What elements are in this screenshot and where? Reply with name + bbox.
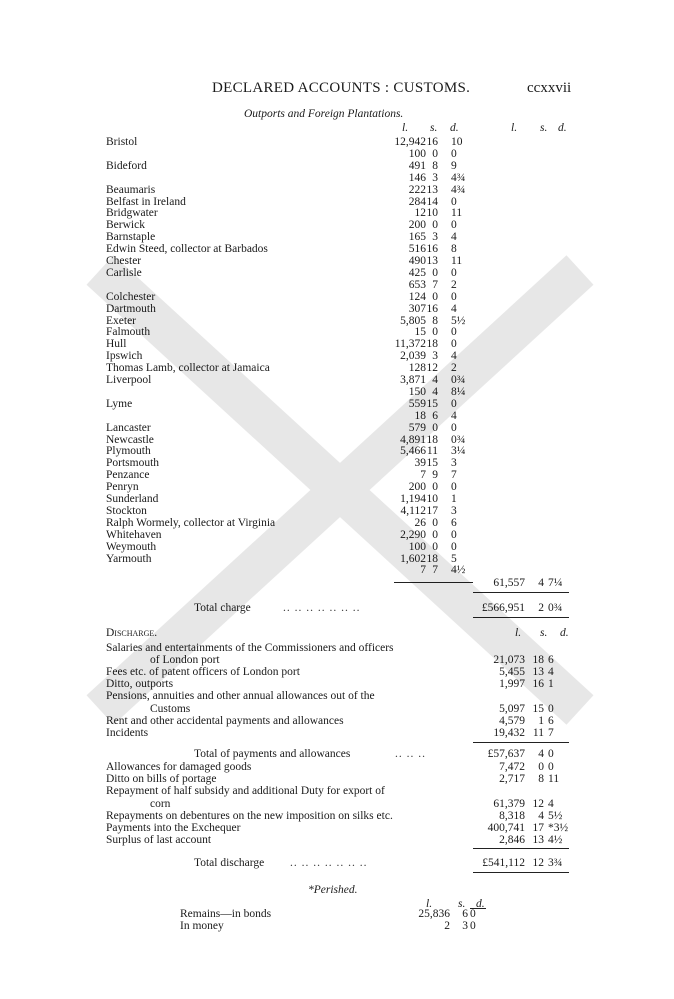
row-label: Customs: [150, 702, 191, 715]
amount-d: 9: [451, 159, 457, 172]
col-head-s-discharge: s.: [540, 627, 548, 639]
amount-s: 18: [426, 433, 438, 446]
amount-s: 4: [538, 577, 544, 589]
amount-l: £57,637: [487, 748, 525, 760]
total-discharge-rule-top: [473, 848, 569, 849]
row-label: Pensions, annuities and other annual allowances out of the: [106, 690, 375, 703]
amount-d: 11: [548, 773, 560, 786]
amount-l: 2,717: [499, 773, 525, 786]
amount-d: 4: [451, 409, 457, 422]
amount-s: 16: [426, 136, 438, 148]
amount-s: 12: [532, 797, 544, 810]
col-head-l-total: l.: [511, 122, 518, 134]
row-label: Penzance: [106, 469, 150, 482]
amount-d: 4: [548, 666, 554, 679]
amount-d: 3¼: [451, 445, 466, 458]
col-head-s: s.: [430, 122, 438, 134]
col-head-s-remains: s.: [458, 898, 466, 910]
row-label: Fees etc. of patent officers of London port: [106, 666, 300, 679]
amount-d: 2: [451, 362, 457, 375]
row-label: Barnstaple: [106, 231, 156, 244]
amount-s: 1: [538, 714, 544, 727]
amount-s: 7: [432, 278, 438, 291]
amount-d: 7: [548, 726, 554, 739]
amount-s: 6: [462, 908, 468, 920]
row-label: Plymouth: [106, 445, 151, 458]
amount-l: 2,846: [499, 834, 525, 847]
row-label: Hull: [106, 338, 127, 351]
amount-l: 5,805: [400, 314, 426, 327]
row-label: Berwick: [106, 219, 145, 232]
section-title: Outports and Foreign Plantations.: [244, 108, 404, 120]
row-label: Yarmouth: [106, 552, 152, 565]
amount-d: 1: [548, 678, 554, 691]
row-label: Payments into the Exchequer: [106, 822, 241, 834]
col-head-d-remains: d.: [476, 898, 485, 910]
row-label: of London port: [150, 654, 220, 667]
amount-l: 150: [408, 385, 426, 398]
amount-l: 2: [444, 920, 450, 932]
leader-dots: .. .. ..: [395, 748, 426, 760]
amount-s: 17: [426, 504, 438, 517]
amount-d: 4: [451, 350, 457, 363]
row-label: Bideford: [106, 159, 147, 172]
amount-s: 0: [432, 528, 438, 541]
amount-d: 0: [451, 266, 457, 279]
amount-s: 0: [538, 761, 544, 773]
amount-l: 653: [408, 278, 426, 291]
amount-d: 6: [548, 714, 554, 727]
amount-l: 425: [408, 266, 426, 279]
amount-s: 0: [432, 540, 438, 553]
amount-d: 8¼: [451, 385, 466, 398]
amount-s: 18: [426, 338, 438, 351]
amount-d: 11: [451, 207, 463, 220]
amount-s: 18: [532, 654, 544, 667]
total-discharge-rule-bottom: [473, 872, 569, 873]
amount-d: 0: [451, 290, 457, 303]
amount-l: 15: [414, 326, 426, 339]
amount-s: 8: [538, 773, 544, 786]
row-label: Repayments on debentures on the new imposition on silks etc.: [106, 809, 393, 822]
amount-l: 579: [408, 421, 426, 434]
amount-d: 3¾: [548, 857, 563, 869]
amount-s: 0: [432, 481, 438, 494]
amount-s: 15: [426, 397, 438, 410]
amount-s: 10: [426, 493, 438, 505]
total-discharge-label: Total discharge: [194, 857, 265, 869]
amount-d: 1: [451, 493, 457, 505]
amount-d: 0: [451, 338, 457, 351]
row-label: Whitehaven: [106, 528, 162, 541]
amount-s: 8: [432, 159, 438, 172]
row-label: Liverpool: [106, 374, 152, 386]
row-label: Bristol: [106, 136, 138, 148]
amount-l: 5,097: [499, 702, 525, 715]
amount-s: 11: [426, 445, 438, 458]
amount-d: 0¾: [451, 433, 466, 446]
row-label: Weymouth: [106, 540, 157, 553]
amount-d: 8: [451, 243, 457, 256]
amount-l: 26: [414, 516, 426, 529]
amount-s: 14: [426, 195, 438, 208]
amount-l: 200: [408, 481, 426, 494]
amount-l: 491: [408, 159, 426, 172]
amount-d: 0: [548, 748, 554, 760]
amount-s: 0: [432, 516, 438, 529]
row-label: Lancaster: [106, 421, 151, 434]
col-head-s-total: s.: [540, 122, 548, 134]
row-label: Edwin Steed, collector at Barbados: [106, 243, 268, 256]
amount-s: 4: [538, 748, 544, 760]
amount-l: 4,579: [499, 714, 525, 727]
row-label: Belfast in Ireland: [106, 195, 186, 208]
amount-s: 0: [432, 421, 438, 434]
row-label: In money: [180, 920, 224, 932]
amount-l: 25,836: [418, 908, 450, 920]
amount-l: 3,871: [400, 374, 426, 386]
amount-s: 16: [532, 678, 544, 691]
amount-l: 8,318: [499, 809, 525, 822]
amount-d: 4¾: [451, 183, 466, 196]
amount-d: 0: [451, 147, 457, 160]
leader-dots: .. .. .. .. .. .. ..: [283, 602, 361, 614]
row-label: Incidents: [106, 726, 149, 739]
amount-s: 13: [532, 666, 544, 679]
amount-l: 200: [408, 219, 426, 232]
page-header-title: DECLARED ACCOUNTS : CUSTOMS.: [212, 80, 471, 96]
leader-dots: .. .. .. .. .. .. ..: [290, 857, 368, 869]
row-label: Repayment of half subsidy and additional Duty for export of: [106, 785, 385, 798]
amount-d: 6: [548, 654, 554, 667]
row-label: Portsmouth: [106, 457, 160, 470]
amount-d: 6: [451, 516, 457, 529]
row-label: Stockton: [106, 504, 147, 517]
amount-l: 5,466: [400, 445, 426, 458]
amount-s: 7: [432, 564, 438, 577]
amount-l: 1,997: [499, 678, 525, 691]
col-head-l-remains: l.: [426, 898, 433, 910]
amount-d: 0: [470, 920, 476, 932]
amount-d: 0: [451, 481, 457, 494]
amount-l: 4,112: [400, 504, 426, 517]
amount-l: 100: [408, 540, 426, 553]
amount-l: 1,194: [400, 493, 426, 505]
amount-l: 284: [408, 195, 426, 208]
amount-d: 5½: [451, 314, 466, 327]
amount-d: 4: [548, 797, 554, 810]
row-label: corn: [150, 797, 171, 810]
amount-s: 11: [532, 726, 544, 739]
row-label: Ditto, outports: [106, 678, 174, 691]
amount-l: 100: [408, 147, 426, 160]
amount-s: 13: [532, 834, 544, 847]
amount-l: 307: [408, 302, 426, 315]
amount-d: 0: [451, 540, 457, 553]
amount-l: 1,602: [400, 552, 426, 565]
amount-s: 15: [426, 457, 438, 470]
amount-l: 18: [414, 409, 426, 422]
amount-l: 4,891: [400, 433, 426, 446]
amount-d: 5: [451, 552, 457, 565]
amount-d: 7¼: [548, 577, 563, 589]
amount-s: 0: [432, 219, 438, 232]
amount-l: 7: [420, 469, 426, 482]
amount-d: 11: [451, 255, 463, 267]
amount-d: 0: [451, 421, 457, 434]
amount-l: 61,379: [493, 797, 525, 810]
amount-d: 0: [548, 761, 554, 773]
amount-s: 2: [538, 602, 544, 614]
amount-s: 4: [432, 385, 438, 398]
amount-l: 19,432: [493, 726, 525, 739]
amount-d: 5½: [548, 809, 563, 822]
amount-d: 7: [451, 469, 457, 482]
amount-s: 4: [432, 374, 438, 386]
amount-l: 2,039: [400, 350, 426, 363]
amount-d: 0: [548, 702, 554, 715]
amount-l: 7,472: [499, 761, 525, 773]
row-label: Chester: [106, 255, 142, 267]
amount-s: 12: [426, 362, 438, 375]
row-label: Penryn: [106, 481, 139, 494]
amount-l: 128: [408, 362, 426, 375]
col-head-l: l.: [402, 122, 409, 134]
row-label: Ralph Wormely, collector at Virginia: [106, 516, 276, 529]
amount-l: 124: [408, 290, 426, 303]
amount-l: 146: [408, 171, 426, 184]
amount-d: 0: [470, 908, 476, 920]
row-label: Colchester: [106, 290, 156, 303]
row-label: Lyme: [106, 397, 133, 410]
amount-l: 559: [408, 397, 426, 410]
total-charge-label: Total charge: [194, 602, 251, 614]
amount-l: 12: [414, 207, 426, 220]
amount-l: 12,942: [394, 136, 426, 148]
amount-l: 39: [414, 457, 426, 470]
row-label: Allowances for damaged goods: [106, 761, 252, 773]
row-label: Rent and other accidental payments and allowances: [106, 714, 344, 727]
amount-s: 16: [426, 302, 438, 315]
amount-l: £566,951: [481, 602, 525, 614]
amount-s: 8: [432, 314, 438, 327]
row-label: Beaumaris: [106, 183, 156, 196]
amount-d: 2: [451, 278, 457, 291]
col-head-l-discharge: l.: [515, 627, 522, 639]
amount-s: 10: [426, 207, 438, 220]
row-label: Falmouth: [106, 326, 151, 339]
amount-d: 0¾: [548, 602, 563, 614]
amount-l: 400,741: [487, 822, 525, 834]
row-label: Dartmouth: [106, 302, 156, 315]
amount-l: 7: [420, 564, 426, 577]
amount-s: 6: [432, 409, 438, 422]
amount-d: 0: [451, 326, 457, 339]
col-head-d-discharge: d.: [560, 627, 569, 639]
amount-s: 12: [532, 857, 544, 869]
amount-l: 21,073: [493, 654, 525, 667]
amount-s: 3: [432, 171, 438, 184]
amount-s: 9: [432, 469, 438, 482]
amount-s: 0: [432, 326, 438, 339]
amount-s: 0: [432, 147, 438, 160]
amount-l: 61,557: [493, 577, 525, 589]
row-label: Sunderland: [106, 493, 159, 505]
amount-l: 516: [408, 243, 426, 256]
amount-d: 0: [451, 528, 457, 541]
amount-d: 0¾: [451, 374, 466, 386]
amount-s: 16: [426, 243, 438, 256]
amount-s: 4: [538, 809, 544, 822]
amount-d: 10: [451, 136, 463, 148]
col-head-d: d.: [450, 122, 459, 134]
amount-l: 222: [408, 183, 426, 196]
amount-d: 4½: [451, 564, 466, 577]
amount-s: 0: [432, 290, 438, 303]
amount-s: 3: [432, 231, 438, 244]
page-number: ccxxvii: [527, 80, 572, 96]
amount-s: 17: [532, 822, 544, 834]
amount-d: 4: [451, 231, 457, 244]
row-label: Thomas Lamb, collector at Jamaica: [106, 362, 270, 375]
amount-d: 0: [451, 397, 457, 410]
row-label: Ipswich: [106, 350, 143, 363]
amount-l: 2,290: [400, 528, 426, 541]
amount-s: 3: [432, 350, 438, 363]
col-head-d-total: d.: [558, 122, 567, 134]
amount-l: 11,372: [394, 338, 426, 351]
amount-d: 0: [451, 219, 457, 232]
amount-l: 5,455: [499, 666, 525, 679]
row-label: Carlisle: [106, 266, 142, 279]
amount-s: 13: [426, 183, 438, 196]
row-label: Salaries and entertainments of the Commissioners and officers: [106, 642, 394, 654]
row-label: Exeter: [106, 314, 137, 327]
watermark-logo: [60, 230, 620, 750]
amount-d: 4½: [548, 834, 563, 847]
discharge-heading: Discharge.: [106, 627, 158, 639]
amount-d: 3: [451, 457, 457, 470]
row-label: Ditto on bills of portage: [106, 773, 217, 786]
amount-s: 18: [426, 552, 438, 565]
amount-s: 15: [532, 702, 544, 715]
amount-s: 0: [432, 266, 438, 279]
amount-d: *3½: [548, 822, 569, 834]
amount-d: 4¾: [451, 171, 466, 184]
amount-d: 0: [451, 195, 457, 208]
amount-s: 3: [462, 920, 468, 932]
total-payments-label: Total of payments and allowances: [194, 748, 351, 760]
row-label: Surplus of last account: [106, 834, 212, 847]
amount-d: 4: [451, 302, 457, 315]
amount-s: 13: [426, 255, 438, 267]
amount-l: 165: [408, 231, 426, 244]
row-label: Bridgwater: [106, 207, 158, 220]
row-label: Remains—in bonds: [180, 908, 272, 920]
amount-l: 490: [408, 255, 426, 267]
row-label: Newcastle: [106, 433, 154, 446]
amount-l: £541,112: [482, 857, 525, 869]
amount-d: 3: [451, 504, 457, 517]
footnote: *Perished.: [308, 884, 358, 896]
